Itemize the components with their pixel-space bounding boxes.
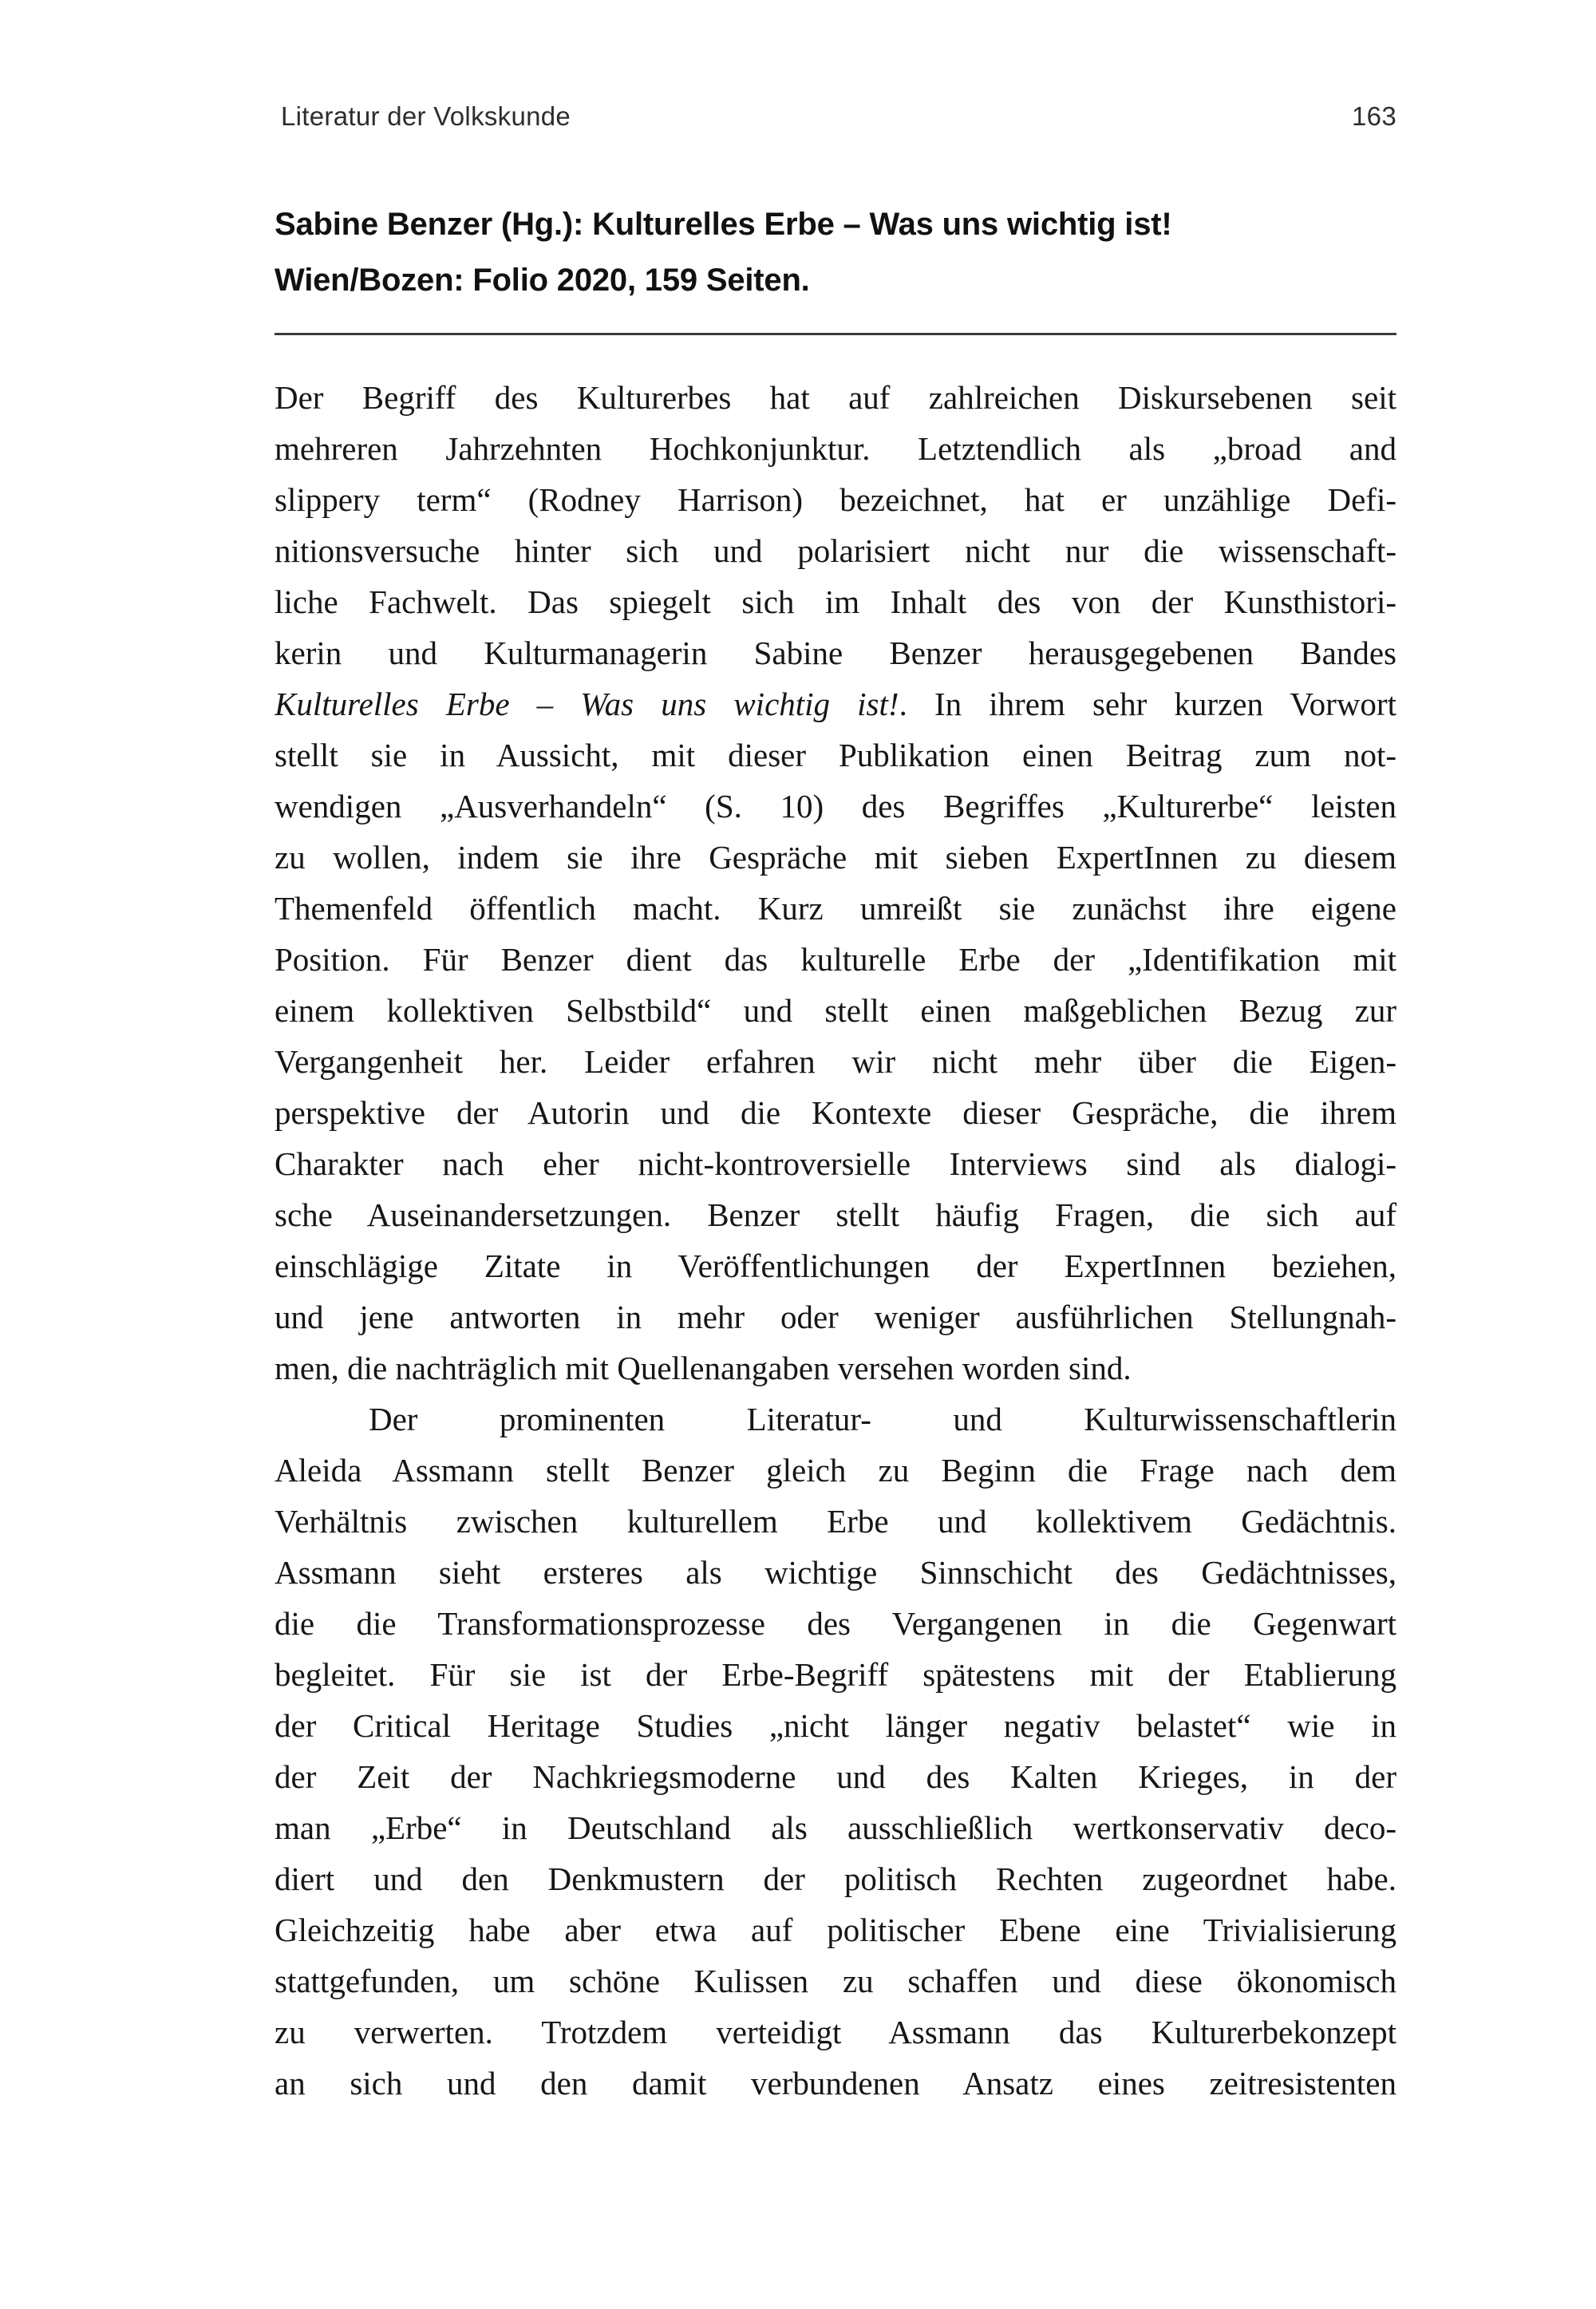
body-line [275,525,1396,576]
body-text-segment: an sich und den damit verbundenen Ansatz eines zeitresistenten [275,2065,1396,2101]
body-line [275,2007,1396,2058]
body-line [275,1751,1396,1802]
body-line [275,985,1396,1036]
body-line [275,832,1396,883]
body-line [275,1700,1396,1751]
review-title-line-1: Sabine Benzer (Hg.): Kulturelles Erbe – Was uns wichtig ist! [275,207,1172,242]
body-text-segment: der Zeit der Nachkriegsmoderne und des Kalten Krieges, in der [275,1758,1396,1795]
body-text [275,372,1396,2109]
section-label: Literatur der Volkskunde [281,101,571,131]
body-text-segment: der Critical Heritage Studies „nicht länger negativ belastet“ wie in [275,1707,1396,1744]
body-text-segment: Charakter nach eher nicht-kontroversielle Interviews sind als dialogi- [275,1145,1396,1182]
body-text-segment: zu wollen, indem sie ihre Gespräche mit sieben ExpertInnen zu diesem [275,839,1396,876]
body-text-segment: Gleichzeitig habe aber etwa auf politischer Ebene eine Trivialisierung [275,1912,1396,1948]
body-text-segment: diert und den Denkmustern der politisch Rechten zugeordnet habe. [275,1860,1396,1897]
body-text-segment: zu verwerten. Trotzdem verteidigt Assmann das Kulturerbekonzept [275,2014,1396,2050]
book-title-italic: Kulturelles Erbe – Was uns wichtig ist! [275,686,899,722]
body-text-segment: mehreren Jahrzehnten Hochkonjunktur. Letztendlich als „broad and [275,430,1396,467]
body-line [275,627,1396,678]
body-line [275,729,1396,781]
page-number: 163 [1352,101,1396,131]
body-text-segment: Aleida Assmann stellt Benzer gleich zu Beginn die Frage nach dem [275,1452,1396,1489]
body-text-segment: kerin und Kulturmanagerin Sabine Benzer herausgegebenen Bandes [275,635,1396,671]
body-text-segment: Der prominenten Literatur- und Kulturwissenschaftlerin [369,1401,1396,1437]
body-line [275,934,1396,985]
body-line [275,576,1396,627]
body-line [275,678,1396,729]
body-line [275,1291,1396,1342]
body-text-segment: stellt sie in Aussicht, mit dieser Publikation einen Beitrag zum not- [275,737,1396,773]
body-line [275,2058,1396,2109]
body-text-segment: begleitet. Für sie ist der Erbe-Begriff spätestens mit der Etablierung [275,1656,1396,1693]
body-text-segment: men, die nachträglich mit Quellenangaben versehen worden sind. [275,1350,1132,1386]
body-line [275,474,1396,525]
body-text-segment: Der Begriff des Kulturerbes hat auf zahlreichen Diskursebenen seit [275,379,1396,416]
body-line [275,1802,1396,1853]
review-title-line-2: Wien/Bozen: Folio 2020, 159 Seiten. [275,263,810,298]
body-line [275,1138,1396,1189]
body-text-segment: Position. Für Benzer dient das kulturelle Erbe der „Identifikation mit [275,941,1396,978]
body-text-segment: stattgefunden, um schöne Kulissen zu schaffen und diese ökonomisch [275,1963,1396,1999]
body-text-segment: sche Auseinandersetzungen. Benzer stellt häufig Fragen, die sich auf [275,1196,1396,1233]
body-line [275,1496,1396,1547]
body-text-segment: wendigen „Ausverhandeln“ (S. 10) des Begriffes „Kulturerbe“ leisten [275,788,1396,824]
divider-rule [275,333,1396,335]
body-line [275,1394,1396,1445]
body-line [275,1649,1396,1700]
body-line [275,1342,1396,1394]
body-line [275,372,1396,423]
body-text-segment: und jene antworten in mehr oder weniger ausführlichen Stellungnah- [275,1299,1396,1335]
body-line [275,1240,1396,1291]
body-line [275,1036,1396,1087]
body-line [275,1547,1396,1598]
body-text-segment: Verhältnis zwischen kulturellem Erbe und kollektivem Gedächtnis. [275,1503,1396,1540]
body-text-segment: einschlägige Zitate in Veröffentlichungen der ExpertInnen beziehen, [275,1247,1396,1284]
body-line [275,781,1396,832]
body-line [275,423,1396,474]
body-text-segment: perspektive der Autorin und die Kontexte dieser Gespräche, die ihrem [275,1094,1396,1131]
body-line [275,883,1396,934]
body-text-segment: man „Erbe“ in Deutschland als ausschließlich wertkonservativ deco- [275,1809,1396,1846]
body-text-segment: nitionsversuche hinter sich und polarisiert nicht nur die wissenschaft- [275,532,1396,569]
body-line [275,1087,1396,1138]
body-text-segment: . In ihrem sehr kurzen Vorwort [899,686,1396,722]
body-line [275,1189,1396,1240]
body-line [275,1598,1396,1649]
body-line [275,1955,1396,2007]
body-text-segment: Vergangenheit her. Leider erfahren wir nicht mehr über die Eigen- [275,1043,1396,1080]
body-text-segment: liche Fachwelt. Das spiegelt sich im Inhalt des von der Kunsthistori- [275,583,1396,620]
body-text-segment: einem kollektiven Selbstbild“ und stellt einen maßgeblichen Bezug zur [275,992,1396,1029]
body-line [275,1904,1396,1955]
body-text-segment: Assmann sieht ersteres als wichtige Sinnschicht des Gedächtnisses, [275,1554,1396,1591]
running-header [281,101,1396,132]
body-text-segment: die die Transformationsprozesse des Vergangenen in die Gegenwart [275,1605,1396,1642]
review-title [275,196,1396,308]
body-text-segment: slippery term“ (Rodney Harrison) bezeichnet, hat er unzählige Defi- [275,481,1396,518]
body-line [275,1445,1396,1496]
body-line [275,1853,1396,1904]
body-text-segment: Themenfeld öffentlich macht. Kurz umreißt sie zunächst ihre eigene [275,890,1396,927]
